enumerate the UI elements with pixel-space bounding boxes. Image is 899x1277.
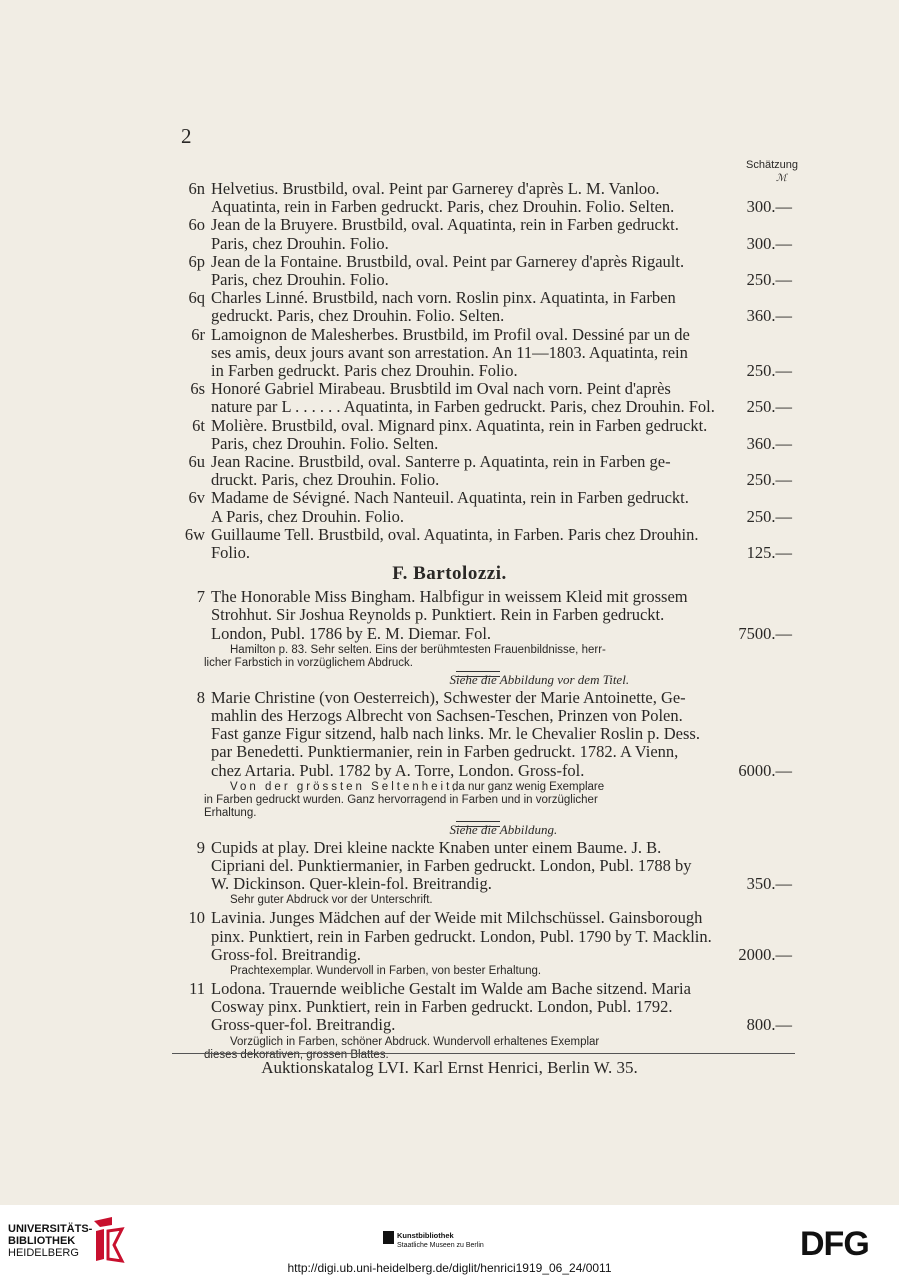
heidelberg-library-logo[interactable] <box>8 1223 92 1259</box>
entry-line <box>0 289 899 307</box>
entry-line <box>0 743 899 761</box>
entry-line <box>0 453 899 471</box>
entry-line <box>0 271 899 289</box>
entry-text: chez Artaria. Publ. 1782 by A. Torre, London. Gross-fol. <box>211 760 585 780</box>
entry-text: Lavinia. Junges Mädchen auf der Weide mit Milchschüssel. Gainsborough <box>211 908 703 928</box>
entry-number: 6q <box>188 288 205 308</box>
viewer-bottom-bar <box>0 1205 899 1277</box>
entry-estimate: 250.— <box>746 470 792 490</box>
dfg-logo[interactable]: DFG <box>800 1225 869 1263</box>
entry-estimate: 350.— <box>746 874 792 894</box>
kb-line2: Staatliche Museen zu Berlin <box>397 1242 484 1249</box>
entry-text: Gross-quer-fol. Breitrandig. <box>211 1015 396 1035</box>
entry-line <box>0 946 899 964</box>
entry-line <box>0 526 899 544</box>
entry-text: pinx. Punktiert, rein in Farben gedruckt. London, Publ. 1790 by T. Macklin. <box>211 926 712 946</box>
kb-line1: Kunstbibliothek <box>397 1231 454 1240</box>
entry-note-spaced: Von der grössten Seltenheit, <box>230 780 459 793</box>
uni-logo-line2: BIBLIOTHEK <box>8 1235 76 1247</box>
entry-line <box>0 180 899 198</box>
entry-estimate: 250.— <box>746 270 792 289</box>
entry-number: 6u <box>188 452 205 471</box>
entry-text: Lamoignon de Malesherbes. Brustbild, im Profil oval. Dessiné par un de <box>211 324 690 344</box>
entry-line <box>0 362 899 380</box>
see-illustration-text: Siehe die Abbildung vor dem Titel. <box>449 671 630 687</box>
entry-number: 6w <box>184 524 205 544</box>
entry-text: The Honorable Miss Bingham. Halbfigur in weissem Kleid mit grossem <box>211 587 688 607</box>
entry-line <box>0 839 899 857</box>
entry-estimate: 300.— <box>746 197 792 217</box>
uni-logo-line1: UNIVERSITÄTS- <box>8 1223 93 1235</box>
entry-line <box>0 216 899 234</box>
entry-line <box>0 417 899 435</box>
entry-text: par Benedetti. Punktiermanier, rein in Farben gedruckt. 1782. A Vienn, <box>211 742 679 762</box>
entry-line <box>0 625 899 643</box>
entry-number: 6n <box>188 179 205 198</box>
entry-text: druckt. Paris, chez Drouhin. Folio. <box>211 470 440 490</box>
entry-line <box>0 762 899 780</box>
entry-note <box>0 781 899 794</box>
entry-line <box>0 689 899 707</box>
entry-line <box>0 253 899 271</box>
entry-line <box>0 235 899 253</box>
entry-text: A Paris, chez Drouhin. Folio. <box>211 506 404 526</box>
entry-estimate: 300.— <box>746 233 792 253</box>
entry-text: Marie Christine (von Oesterreich), Schwester der Marie Antoinette, Ge- <box>211 687 686 707</box>
entry-text: Jean de la Fontaine. Brustbild, oval. Peint par Garnerey d'après Rigault. <box>211 251 685 271</box>
entry-estimate: 125.— <box>746 543 792 562</box>
footer-rule <box>172 1053 795 1054</box>
heidelberg-emblem-icon <box>90 1215 126 1263</box>
entry-text: in Farben gedruckt. Paris chez Drouhin. Folio. <box>211 361 518 380</box>
entry-estimate: 800.— <box>746 1015 792 1035</box>
entry-note <box>0 644 899 657</box>
section-heading: F. Bartolozzi. <box>392 563 507 585</box>
entry-text: Cupids at play. Drei kleine nackte Knaben unter einem Baume. J. B. <box>211 837 662 857</box>
entry-number: 11 <box>189 979 205 998</box>
entry-text: Folio. <box>211 543 250 562</box>
entry-note <box>0 1036 899 1049</box>
entry-text: Lodona. Trauernde weibliche Gestalt im Walde am Bache sitzend. Maria <box>211 979 691 998</box>
entry-text: Honoré Gabriel Mirabeau. Brusbtild im Oval nach vorn. Peint d'après <box>211 379 671 399</box>
entry-line <box>0 725 899 743</box>
entry-number: 8 <box>196 687 205 707</box>
entry-number: 9 <box>196 837 205 857</box>
entry-text: Cosway pinx. Punktiert, rein in Farben gedruckt. London, Publ. 1792. <box>211 997 673 1017</box>
entry-number: 6p <box>188 251 205 271</box>
double-rule-right <box>456 671 500 677</box>
kunstbibliothek-logo[interactable] <box>397 1231 484 1250</box>
entry-estimate: 2000.— <box>738 944 792 964</box>
entry-number: 7 <box>196 587 205 607</box>
entry-note-text: Vorzüglich in Farben, schöner Abdruck. Wundervoll erhaltenes Exemplar <box>230 1035 600 1048</box>
entry-note-text: dieses dekorativen, grossen Blattes. <box>204 1048 389 1061</box>
entry-line <box>0 707 899 725</box>
entry-line <box>0 588 899 606</box>
entry-text: London, Publ. 1786 by E. M. Diemar. Fol. <box>211 623 492 643</box>
entry-line <box>0 544 899 562</box>
entry-text: Strohhut. Sir Joshua Reynolds p. Punktiert. Rein in Farben gedruckt. <box>211 605 665 625</box>
entry-number: 6v <box>188 488 205 508</box>
see-illustration-note <box>0 821 899 839</box>
entry-text: Guillaume Tell. Brustbild, oval. Aquatinta, in Farben. Paris chez Drouhin. <box>211 524 699 544</box>
entry-number: 6s <box>190 379 205 399</box>
entry-line <box>0 508 899 526</box>
entry-text: Jean Racine. Brustbild, oval. Santerre p. Aquatinta, rein in Farben ge- <box>211 452 671 471</box>
entry-note <box>0 794 899 807</box>
entry-line <box>0 909 899 927</box>
kunstbibliothek-icon <box>383 1231 394 1244</box>
entry-text: Madame de Sévigné. Nach Nanteuil. Aquatinta, rein in Farben gedruckt. <box>211 488 689 508</box>
entry-line <box>0 998 899 1016</box>
entry-note <box>0 807 899 820</box>
entry-text: Gross-fol. Breitrandig. <box>211 944 361 964</box>
page-number: 2 <box>181 124 192 148</box>
entry-text: Paris, chez Drouhin. Folio. <box>211 233 389 253</box>
entry-note <box>0 894 899 907</box>
entry-note-text: Sehr guter Abdruck vor der Unterschrift. <box>230 894 433 907</box>
entry-text: Paris, chez Drouhin. Folio. Selten. <box>211 433 439 453</box>
entry-text: Cipriani del. Punktiermanier, in Farben gedruckt. London, Publ. 1788 by <box>211 856 692 875</box>
entry-text: W. Dickinson. Quer-klein-fol. Breitrandig. <box>211 874 492 894</box>
entry-line <box>0 380 899 398</box>
entry-estimate: 250.— <box>746 506 792 526</box>
entry-number: 6t <box>192 415 205 435</box>
entry-number: 6o <box>188 215 205 235</box>
entry-line <box>0 326 899 344</box>
entry-note-text: Hamilton p. 83. Sehr selten. Eins der berühmtesten Frauenbildnisse, herr- <box>230 643 606 656</box>
entry-line <box>0 928 899 946</box>
entry-estimate: 250.— <box>746 397 792 417</box>
entry-text: Aquatinta, rein in Farben gedruckt. Paris, chez Drouhin. Folio. Selten. <box>211 197 675 217</box>
entry-number: 10 <box>188 908 205 928</box>
entry-estimate: 360.— <box>746 433 792 453</box>
entry-text: Charles Linné. Brustbild, nach vorn. Roslin pinx. Aquatinta, in Farben <box>211 288 676 308</box>
entry-text: gedruckt. Paris, chez Drouhin. Folio. Selten. <box>211 306 505 326</box>
currency-mark: ℳ <box>776 173 787 184</box>
entry-text: Jean de la Bruyere. Brustbild, oval. Aquatinta, rein in Farben gedruckt. <box>211 215 679 235</box>
entry-text: mahlin des Herzogs Albrecht von Sachsen-Teschen, Prinzen von Polen. <box>211 706 683 725</box>
entry-line <box>0 1016 899 1034</box>
entry-note-text: licher Farbstich in vorzüglichem Abdruck. <box>204 656 413 669</box>
entry-text: Helvetius. Brustbild, oval. Peint par Garnerey d'après L. M. Vanloo. <box>211 179 660 198</box>
double-rule-right <box>456 821 500 827</box>
entry-text: Paris, chez Drouhin. Folio. <box>211 270 389 289</box>
entry-estimate: 360.— <box>746 306 792 326</box>
entry-line <box>0 344 899 362</box>
uni-logo-line3: HEIDELBERG <box>8 1247 79 1259</box>
entry-line <box>0 471 899 489</box>
entry-note-text: in Farben gedruckt wurden. Ganz hervorragend in Farben und in vorzüglicher <box>204 793 598 806</box>
entry-note <box>0 657 899 670</box>
entry-text: nature par L . . . . . . Aquatinta, in Farben gedruckt. Paris, chez Drouhin. Fol. <box>211 397 715 417</box>
entry-estimate: 250.— <box>746 361 792 380</box>
estimate-column-header: Schätzung <box>746 159 798 171</box>
entry-text: Molière. Brustbild, oval. Mignard pinx. Aquatinta, rein in Farben gedruckt. <box>211 415 708 435</box>
entry-note-text: Prachtexemplar. Wundervoll in Farben, von bester Erhaltung. <box>230 965 542 977</box>
entry-line <box>0 198 899 216</box>
entry-estimate: 7500.— <box>738 623 792 643</box>
entry-number: 6r <box>191 324 205 344</box>
entry-text: ses amis, deux jours avant son arrestation. An 11—1803. Aquatinta, rein <box>211 342 688 362</box>
permalink-url[interactable]: http://digi.ub.uni-heidelberg.de/diglit/henrici1919_06_24/0011 <box>287 1261 612 1275</box>
see-illustration-text: Siehe die Abbildung. <box>449 821 558 837</box>
entry-line <box>0 980 899 998</box>
entry-line <box>0 489 899 507</box>
entry-note <box>0 965 899 978</box>
entry-note-text: da nur ganz wenig Exemplare <box>452 780 605 793</box>
entry-line <box>0 606 899 624</box>
entry-text: Fast ganze Figur sitzend, halb nach links. Mr. le Chevalier Roslin p. Dess. <box>211 724 700 744</box>
entry-line <box>0 857 899 875</box>
entry-line <box>0 875 899 893</box>
entry-line <box>0 398 899 416</box>
entry-line <box>0 307 899 325</box>
entry-line <box>0 435 899 453</box>
catalog-footer: Auktionskatalog LVI. Karl Ernst Henrici, Berlin W. 35. <box>261 1058 638 1077</box>
see-illustration-note <box>0 671 899 689</box>
entry-note-text: Erhaltung. <box>204 806 257 819</box>
entry-estimate: 6000.— <box>738 760 792 780</box>
